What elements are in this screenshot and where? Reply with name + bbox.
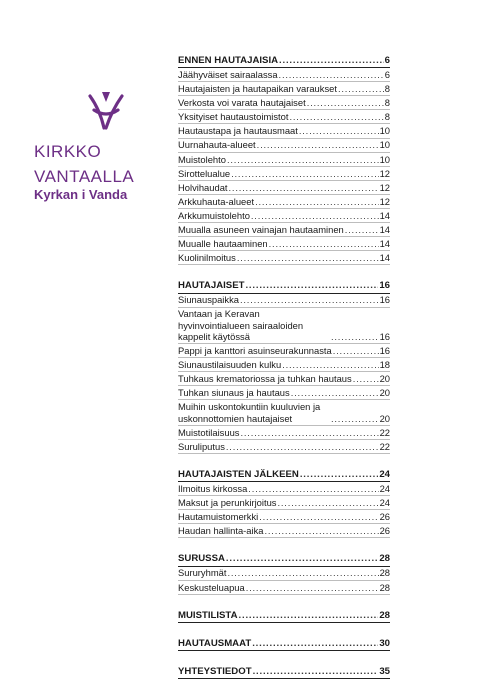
dot-leader [245,280,378,291]
toc-page-number: 6 [384,54,390,66]
toc-page-number: 24 [379,497,390,509]
toc-page-number: 16 [379,344,390,356]
toc-entry-title: HAUTAJAISTEN JÄLKEEN [178,468,299,480]
table-of-contents [178,54,390,679]
toc-page-number: 20 [379,412,390,424]
section-gap [178,454,390,468]
toc-entry-title: Sirottelualue [178,167,231,179]
toc-entry[interactable] [178,139,390,153]
toc-entry[interactable] [178,181,390,195]
toc-entry[interactable] [178,567,390,581]
toc-entry-title: Keskusteluapua [178,581,245,593]
dot-leader [239,610,379,621]
toc-entry[interactable] [178,496,390,510]
toc-page-number: 14 [379,252,390,264]
toc-entry[interactable] [178,82,390,96]
dot-leader [255,196,378,207]
toc-page-number: 16 [379,294,390,306]
toc-section-heading[interactable] [178,665,390,679]
toc-entry-title: YHTEYSTIEDOT [178,665,252,677]
logo [34,88,159,203]
toc-entry-title: Hautamuistomerkki [178,511,259,523]
dot-leader [331,413,379,424]
dot-leader [279,69,384,80]
toc-entry[interactable] [178,440,390,454]
toc-entry[interactable] [178,96,390,110]
toc-page-number: 30 [379,637,390,649]
toc-entry[interactable] [178,110,390,124]
toc-entry-title: Muualla asuneen vainajan hautaaminen [178,224,344,236]
toc-entry-title: HAUTAUSMAAT [178,637,252,649]
toc-page-number: 10 [379,153,390,165]
toc-entry[interactable] [178,223,390,237]
toc-entry[interactable] [178,237,390,251]
toc-entry-title: SURUSSA [178,553,225,565]
dot-leader [333,345,379,356]
toc-entry-title: Muualle hautaaminen [178,238,268,250]
toc-entry[interactable] [178,581,390,595]
dot-leader [227,567,378,578]
toc-entry[interactable] [178,426,390,440]
toc-entry[interactable] [178,251,390,265]
toc-entry[interactable] [178,167,390,181]
section-gap [178,265,390,279]
toc-entry-title: Suruliputus [178,440,225,452]
toc-section-heading[interactable] [178,637,390,651]
toc-entry-title: Muistolehto [178,153,226,165]
dot-leader [299,125,379,136]
section-gap [178,538,390,552]
dot-leader [226,553,378,564]
section-gap [178,595,390,609]
toc-page-number: 22 [379,426,390,438]
toc-entry-title: Muistotilaisuus [178,426,240,438]
toc-entry-title: Ilmoitus kirkossa [178,482,248,494]
dot-leader [277,497,378,508]
toc-page-number: 22 [379,440,390,452]
toc-entry-title: Pappi ja kanttori asuinseurakunnasta [178,344,332,356]
dot-leader [269,238,379,249]
toc-entry-title: Kuolinilmoitus [178,252,236,264]
dot-leader [331,331,379,342]
toc-entry[interactable] [178,195,390,209]
dot-leader [253,666,379,677]
toc-page-number: 26 [379,511,390,523]
toc-page-number: 20 [379,387,390,399]
toc-page-number: 18 [379,359,390,371]
toc-page-number: 12 [379,181,390,193]
toc-entry-title: Yksityiset hautaustoimistot [178,111,289,123]
toc-page-number: 35 [379,665,390,677]
toc-entry-title: Vantaan ja Keravan hyvinvointialueen sairaaloiden kappelit käytössä [178,308,304,342]
toc-entry-title: Siunaustilaisuuden kulku [178,359,282,371]
dot-leader [259,511,378,522]
toc-entry-title: Hautaustapa ja hautausmaat [178,125,298,137]
toc-entry-title: Holvihaudat [178,181,228,193]
dot-leader [353,373,379,384]
dot-leader [338,83,384,94]
dot-leader [229,182,379,193]
brand-line-3: Kyrkan i Vanda [34,187,128,202]
section-gap [178,623,390,637]
toc-page-number: 26 [379,525,390,537]
section-gap [178,651,390,665]
toc-section-heading[interactable] [178,468,390,482]
dot-leader [231,168,378,179]
toc-entry[interactable] [178,209,390,223]
dot-leader [251,210,379,221]
dot-leader [264,525,378,536]
toc-page-number: 14 [379,224,390,236]
dot-leader [248,483,378,494]
toc-entry[interactable] [178,153,390,167]
toc-page-number: 8 [384,111,390,123]
toc-entry[interactable] [178,68,390,82]
toc-entry-title: Arkkumuistolehto [178,209,250,221]
toc-entry-title: HAUTAJAISET [178,280,245,292]
toc-entry[interactable] [178,294,390,308]
dot-leader [291,387,379,398]
toc-entry-title: Sururyhmät [178,567,227,579]
toc-page-number: 28 [379,581,390,593]
brand-line-2: VANTAALLA [34,167,135,186]
toc-entry-title: Muihin uskontokuntiin kuuluvien ja uskonnottomien hautajaiset [178,401,321,424]
toc-page-number: 10 [379,125,390,137]
toc-entry-title: Tuhkaus krematoriossa ja tuhkan hautaus [178,373,352,385]
toc-section-heading[interactable] [178,609,390,623]
dot-leader [345,224,379,235]
toc-page-number: 8 [384,97,390,109]
toc-page-number: 20 [379,373,390,385]
toc-page-number: 14 [379,238,390,250]
toc-page-number: 24 [379,468,390,480]
dot-leader [240,294,379,305]
toc-entry-title: Uurnahauta-alueet [178,139,256,151]
dot-leader [279,55,384,66]
toc-entry[interactable] [178,510,390,524]
dot-leader [282,359,378,370]
dot-leader [257,139,379,150]
toc-entry[interactable] [178,524,390,538]
toc-section-heading[interactable] [178,279,390,293]
toc-entry-title: Verkosta voi varata hautajaiset [178,97,306,109]
toc-entry[interactable] [178,308,390,345]
toc-entry[interactable] [178,358,390,372]
toc-page-number: 14 [379,209,390,221]
toc-section-heading[interactable] [178,54,390,68]
dot-leader [300,469,379,480]
toc-entry[interactable] [178,400,390,425]
toc-entry-title: Maksut ja perunkirjoitus [178,497,277,509]
dot-leader [226,441,379,452]
toc-section-heading[interactable] [178,552,390,566]
toc-page-number: 10 [379,139,390,151]
toc-entry[interactable] [178,372,390,386]
dot-leader [289,111,383,122]
toc-entry[interactable] [178,124,390,138]
dot-leader [252,638,378,649]
dot-leader [307,97,384,108]
dot-leader [240,427,378,438]
toc-entry-title: Siunauspaikka [178,294,239,306]
toc-entry-title: Hautajaisten ja hautapaikan varaukset [178,83,337,95]
toc-page-number: 28 [379,567,390,579]
toc-entry-title: ENNEN HAUTAJAISIA [178,54,279,66]
toc-entry-title: Haudan hallinta-aika [178,525,264,537]
dot-leader [246,582,379,593]
toc-page-number: 24 [379,482,390,494]
toc-page-number: 28 [379,553,390,565]
fish-cross-icon [86,88,126,136]
dot-leader [227,154,379,165]
toc-page-number: 6 [384,68,390,80]
toc-entry-title: Arkkuhauta-alueet [178,195,255,207]
toc-page-number: 16 [379,330,390,342]
toc-entry[interactable] [178,386,390,400]
toc-entry-title: Jäähyväiset sairaalassa [178,68,278,80]
dot-leader [237,252,379,263]
toc-page-number: 8 [384,83,390,95]
toc-entry-title: MUISTILISTA [178,609,238,621]
toc-entry-title: Tuhkan siunaus ja hautaus [178,387,290,399]
brand-line-1: KIRKKO [34,142,102,161]
toc-page-number: 16 [379,280,390,292]
toc-entry[interactable] [178,344,390,358]
toc-page-number: 28 [379,609,390,621]
toc-page-number: 12 [379,167,390,179]
toc-page-number: 12 [379,195,390,207]
toc-entry[interactable] [178,482,390,496]
